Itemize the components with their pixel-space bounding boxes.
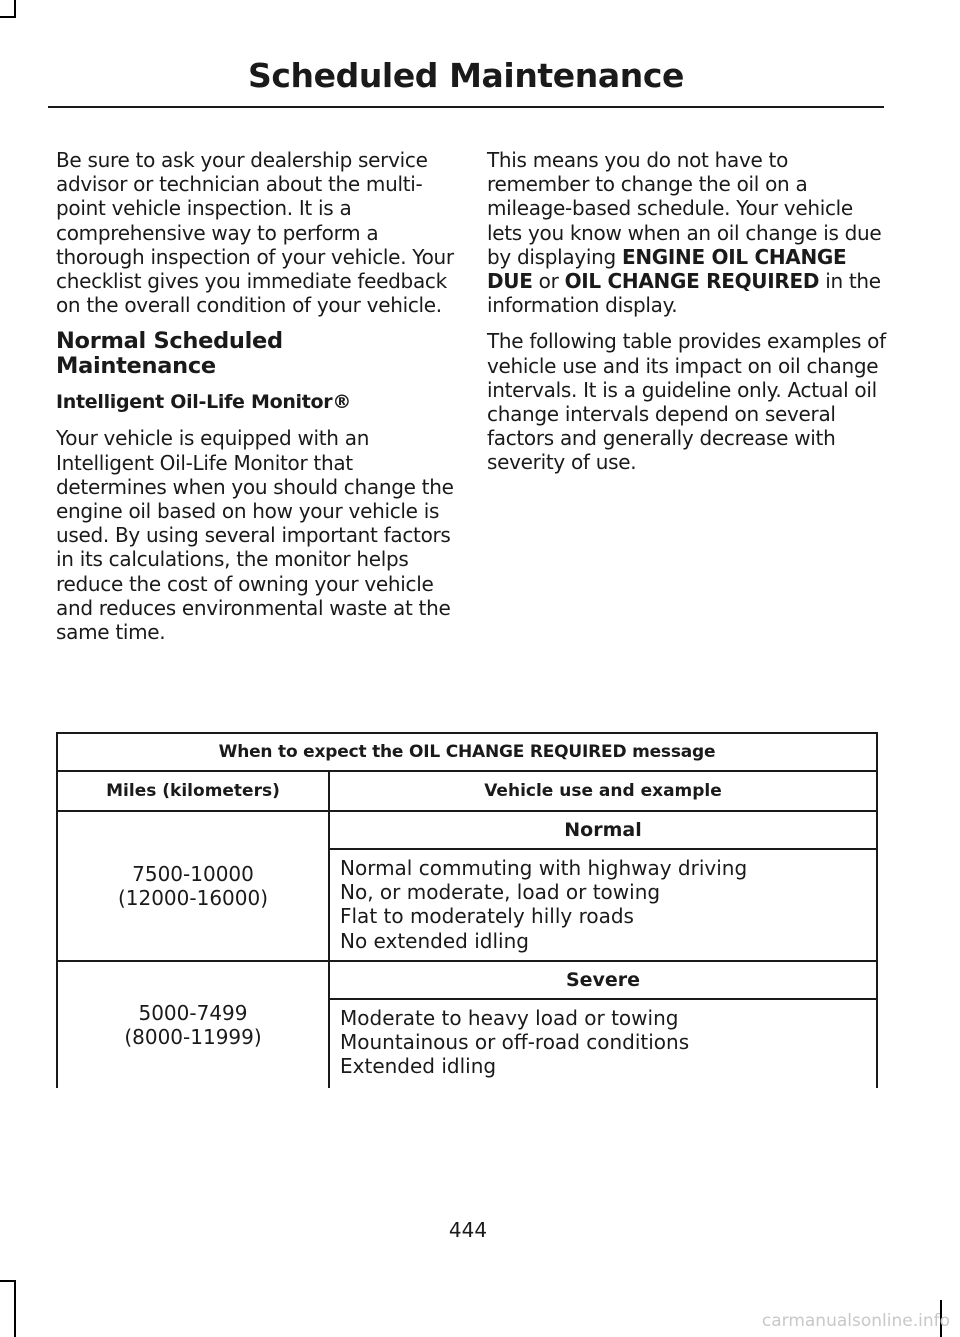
title-divider (48, 106, 884, 108)
intro-paragraph: Be sure to ask your dealership service advisor or technician about the multi-point vehicle inspection. It is a comprehensive way to perform a thorough inspection of your vehicle. Your checklist gives you immediate feedback on the overall condition of your vehicle. (56, 148, 454, 318)
normal-km: (12000-16000) (117, 886, 269, 910)
normal-use (328, 812, 876, 960)
severe-interval (58, 962, 328, 1088)
table-row-normal (58, 812, 876, 962)
list-item: Normal commuting with highway driving (340, 856, 748, 880)
table-row-severe (58, 962, 876, 1088)
schedule-text-end: in the information display. (487, 269, 881, 318)
severe-examples (330, 1000, 876, 1079)
list-item: Extended idling (340, 1054, 497, 1079)
severe-use (328, 962, 876, 1088)
list-item: No extended idling (340, 928, 529, 953)
list-item: No, or moderate, load or towing (340, 880, 661, 905)
schedule-text-or: or (532, 269, 565, 294)
section-heading: Normal Scheduled Maintenance (56, 328, 283, 379)
severe-km: (8000-11999) (124, 1025, 262, 1049)
list-item: Mountainous or off-road conditions (340, 1030, 690, 1055)
table-caption: When to expect the OIL CHANGE REQUIRED message (58, 734, 876, 772)
schedule-text-start: This means you do not have to remember to change the oil on a mileage-based schedule. Your vehicle lets you know when an oil change is due by displaying (487, 148, 882, 269)
page-title: Scheduled Maintenance (248, 56, 684, 95)
severe-miles: 5000-7499 (138, 1001, 248, 1025)
left-column (56, 148, 456, 656)
severe-label: Severe (330, 962, 876, 1000)
crop-mark (0, 1280, 16, 1282)
oil-change-table (56, 732, 878, 1088)
list-item: Flat to moderately hilly roads (340, 904, 634, 929)
table-intro-paragraph: The following table provides examples of vehicle use and its impact on oil change intervals. It is a guideline only. Actual oil change intervals depend on several factors and generally decrease with severity of use. (487, 329, 886, 475)
normal-label: Normal (330, 812, 876, 850)
right-column (487, 148, 887, 487)
col-header-use: Vehicle use and example (328, 772, 876, 810)
col-header-miles: Miles (kilometers) (106, 781, 280, 801)
crop-mark (0, 16, 16, 18)
normal-interval (58, 812, 328, 960)
page-number: 444 (448, 1218, 488, 1242)
table-header-row (58, 772, 876, 812)
oil-change-message: OIL CHANGE REQUIRED (564, 269, 820, 294)
subsection-heading: Intelligent Oil-Life Monitor® (56, 391, 352, 414)
normal-examples (330, 850, 876, 953)
engine-oil-message: ENGINE OIL CHANGE DUE (487, 244, 847, 294)
list-item: Moderate to heavy load or towing (340, 1006, 679, 1030)
monitor-paragraph: Your vehicle is equipped with an Intelligent Oil-Life Monitor that determines when you should change the engine oil based on how your vehicle is used. By using several important factors in its calculations, the monitor helps reduce the cost of owning your vehicle and reduces environmental waste at the same time. (56, 426, 454, 645)
watermark: carmanualsonline.info (761, 1311, 950, 1331)
normal-miles: 7500-10000 (132, 862, 254, 886)
crop-mark (14, 1280, 16, 1337)
schedule-paragraph (487, 148, 887, 317)
